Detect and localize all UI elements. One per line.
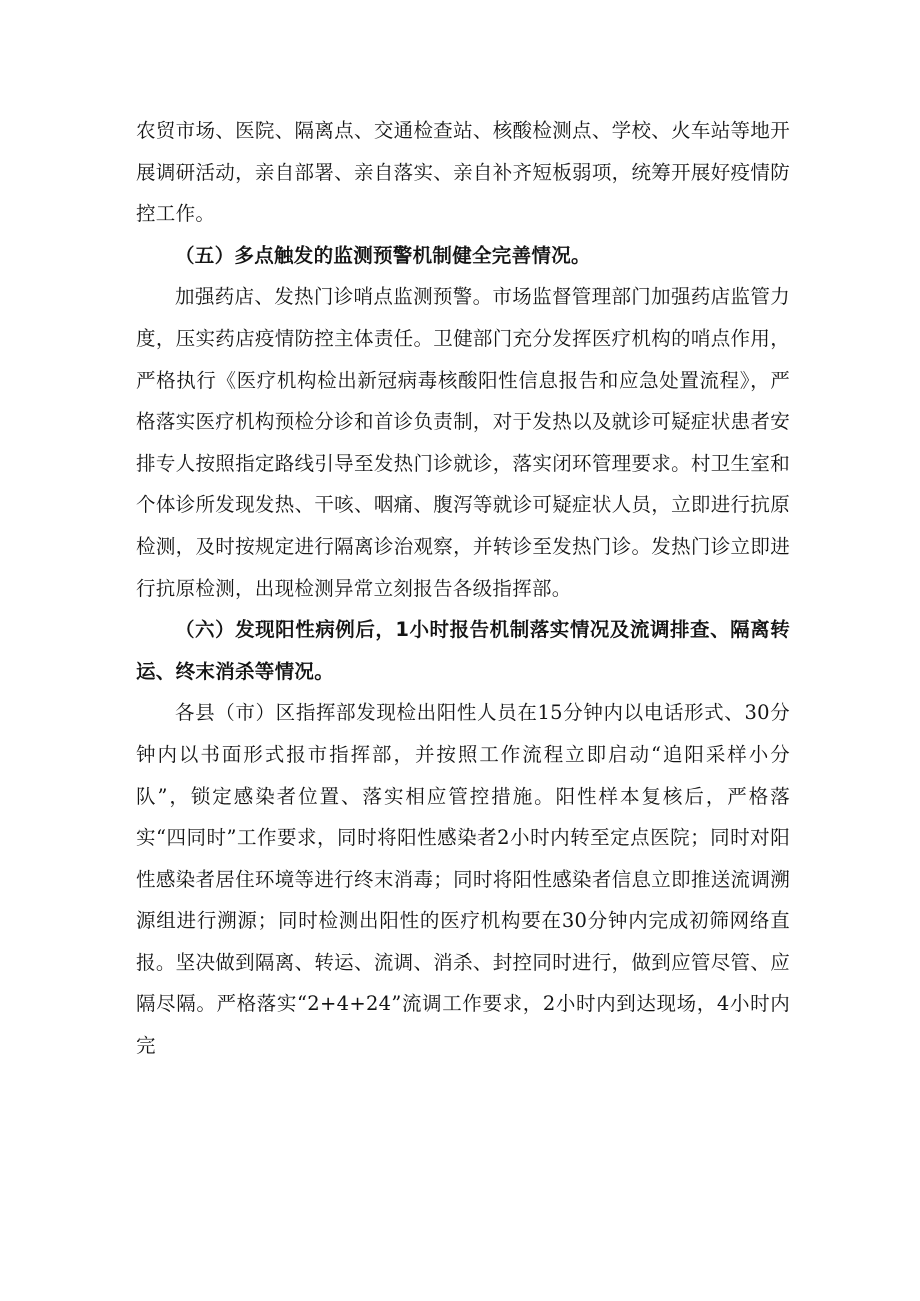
document-body: [136, 110, 790, 1067]
section-heading-6: （六）发现阳性病例后，1小时报告机制落实情况及流调排查、隔离转运、终末消杀等情况。: [136, 618, 790, 683]
paragraph-reporting: 各县（市）区指挥部发现检出阳性人员在15分钟内以电话形式、30分钟内以书面形式报市指挥部，并按照工作流程立即启动“追阳采样小分队”，锁定感染者位置、落实相应管控措施。阳性样本复核后，严格落实“四同时”工作要求，同时将阳性感染者2小时内转至定点医院；同时对阳性感染者居住环境等进行终末消毒；同时将阳性感染者信息立即推送流调溯源组进行溯源；同时检测出阳性的医疗机构要在30分钟内完成初筛网络直报。坚决做到隔离、转运、流调、消杀、封控同时进行，做到应管尽管、应隔尽隔。严格落实“2+4+24”流调工作要求，2小时内到达现场，4小时内完: [136, 701, 790, 1058]
paragraph-continuation: 农贸市场、医院、隔离点、交通检查站、核酸检测点、学校、火车站等地开展调研活动，亲自部署、亲自落实、亲自补齐短板弱项，统筹开展好疫情防控工作。: [136, 119, 790, 226]
section-heading-5: （五）多点触发的监测预警机制健全完善情况。: [175, 243, 591, 267]
paragraph-monitoring: 加强药店、发热门诊哨点监测预警。市场监督管理部门加强药店监管力度，压实药店疫情防控主体责任。卫健部门充分发挥医疗机构的哨点作用，严格执行《医疗机构检出新冠病毒核酸阳性信息报告和应急处置流程》，严格落实医疗机构预检分诊和首诊负责制，对于发热以及就诊可疑症状患者安排专人按照指定路线引导至发热门诊就诊，落实闭环管理要求。村卫生室和个体诊所发现发热、干咳、咽痛、腹泻等就诊可疑症状人员，立即进行抗原检测，及时按规定进行隔离诊治观察，并转诊至发热门诊。发热门诊立即进行抗原检测，出现检测异常立刻报告各级指挥部。: [136, 285, 790, 600]
